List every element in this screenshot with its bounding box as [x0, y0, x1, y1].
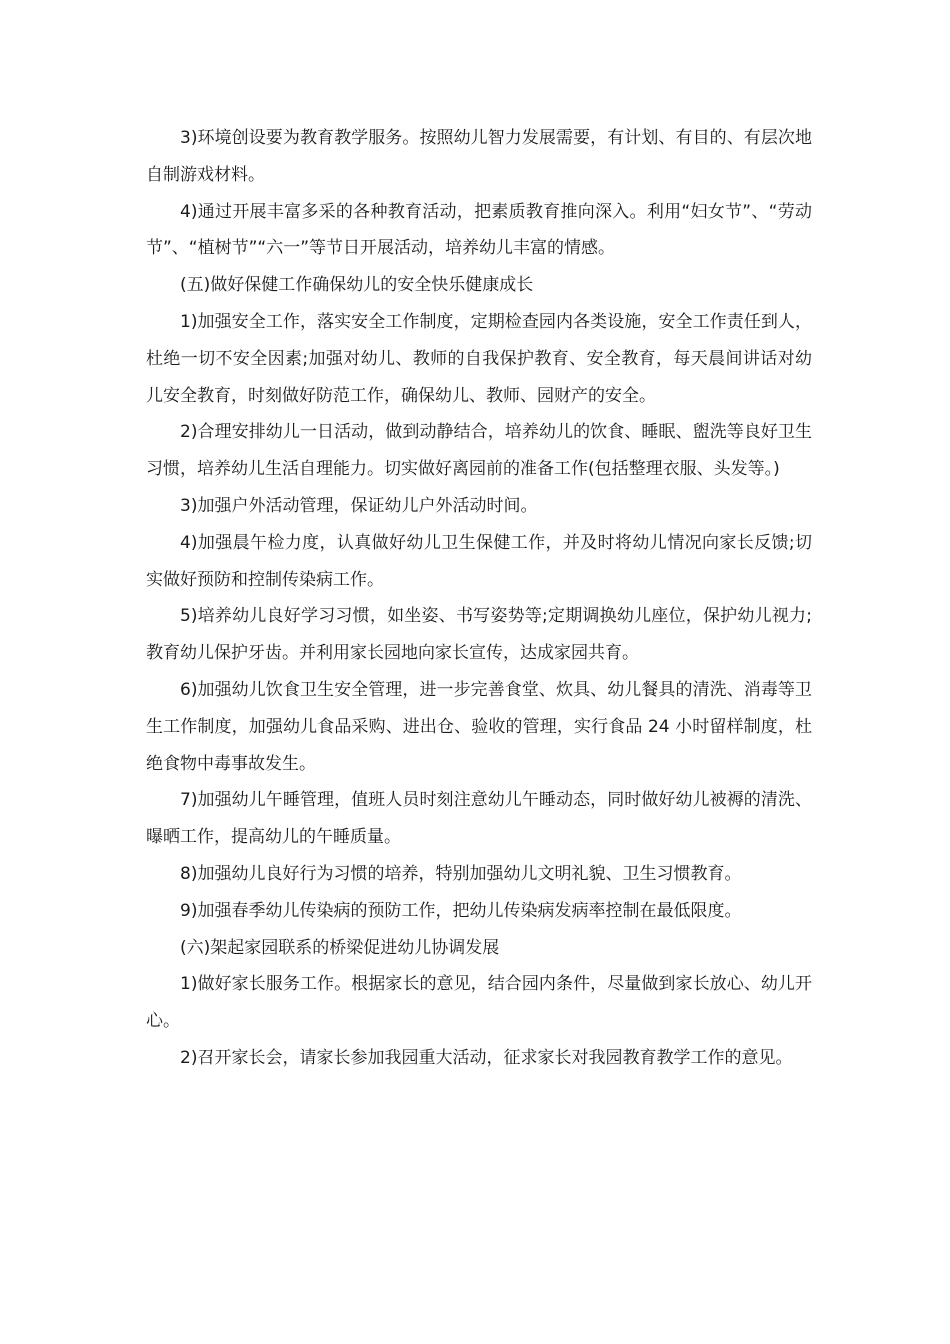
section-heading-home-school: (六)架起家园联系的桥梁促进幼儿协调发展 [180, 937, 500, 958]
paragraph-study-habits: 5)培养幼儿良好学习习惯，如坐姿、书写姿势等;定期调换幼儿座位，保护幼儿视力;教育幼儿保护牙齿。并利用家长园地向家长宣传，达成家园共育。 [146, 606, 812, 664]
paragraph-food-safety: 6)加强幼儿饮食卫生安全管理，进一步完善食堂、炊具、幼儿餐具的清洗、消毒等卫生工作制度，加强幼儿食品采购、进出仓、验收的管理，实行食品 24 小时留样制度，杜绝食物中毒事故发生。 [146, 679, 812, 774]
section-heading-health-care: (五)做好保健工作确保幼儿的安全快乐健康成长 [180, 275, 534, 296]
paragraph-disease-prevention: 9)加强春季幼儿传染病的预防工作，把幼儿传染病发病率控制在最低限度。 [180, 900, 742, 921]
document-body [146, 120, 812, 1077]
paragraph-environment-creation: 3)环境创设要为教育教学服务。按照幼儿智力发展需要，有计划、有目的、有层次地自制游戏材料。 [146, 128, 812, 185]
paragraph-outdoor-activities: 3)加强户外活动管理，保证幼儿户外活动时间。 [180, 495, 538, 516]
paragraph-nap-management: 7)加强幼儿午睡管理，值班人员时刻注意幼儿午睡动态，同时做好幼儿被褥的清洗、曝晒工作，提高幼儿的午睡质量。 [146, 790, 812, 848]
paragraph-behavior-habits: 8)加强幼儿良好行为习惯的培养，特别加强幼儿文明礼貌、卫生习惯教育。 [180, 863, 742, 884]
paragraph-health-checks: 4)加强晨午检力度，认真做好幼儿卫生保健工作，并及时将幼儿情况向家长反馈;切实做好预防和控制传染病工作。 [146, 532, 812, 590]
paragraph-daily-schedule: 2)合理安排幼儿一日活动，做到动静结合，培养幼儿的饮食、睡眠、盥洗等良好卫生习惯，培养幼儿生活自理能力。切实做好离园前的准备工作(包括整理衣服、头发等。) [146, 422, 812, 480]
paragraph-parent-service: 1)做好家长服务工作。根据家长的意见，结合园内条件，尽量做到家长放心、幼儿开心。 [146, 974, 812, 1032]
paragraph-education-activities: 4)通过开展丰富多采的各种教育活动，把素质教育推向深入。利用“妇女节”、“劳动节”、“植树节”“六一”等节日开展活动，培养幼儿丰富的情感。 [146, 201, 812, 259]
paragraph-parent-meeting: 2)召开家长会，请家长参加我园重大活动，征求家长对我园教育教学工作的意见。 [180, 1047, 793, 1068]
paragraph-safety-work: 1)加强安全工作，落实安全工作制度，定期检查园内各类设施，安全工作责任到人，杜绝一切不安全因素;加强对幼儿、教师的自我保护教育、安全教育，每天晨间讲话对幼儿安全教育，时刻做好防范工作，确保幼儿、教师、园财产的安全。 [146, 311, 812, 406]
